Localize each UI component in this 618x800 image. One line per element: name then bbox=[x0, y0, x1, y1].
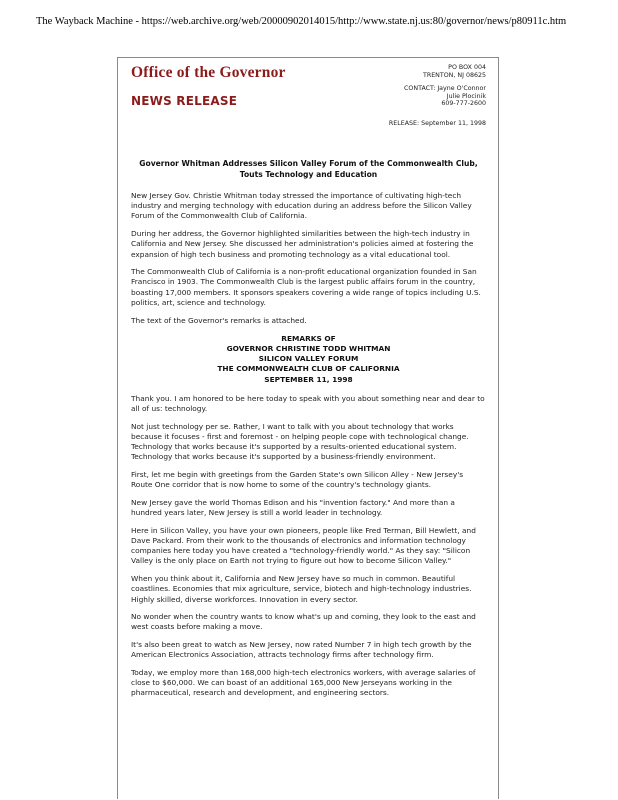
speech-paragraph: Thank you. I am honored to be here today to speak with you about something near and dear to all of us: technology. bbox=[131, 393, 485, 413]
remarks-title-line: GOVERNOR CHRISTINE TODD WHITMAN bbox=[226, 343, 391, 353]
office-title: Office of the Governor bbox=[131, 64, 286, 81]
remarks-title-line: THE COMMONWEALTH CLUB OF CALIFORNIA bbox=[217, 364, 400, 374]
remarks-title-line: SEPTEMBER 11, 1998 bbox=[264, 374, 353, 384]
print-header-url: The Wayback Machine - https://web.archive.org/web/20000902014015/http://www.state.nj.us:80/governor/news/p80911c.htm bbox=[36, 16, 567, 27]
city: TRENTON, NJ 08625 bbox=[422, 71, 486, 79]
remarks-title-line: REMARKS OF bbox=[281, 333, 336, 343]
speech-paragraph: Here in Silicon Valley, you have your own pioneers, people like Fred Terman, Bill Hewlett, and Dave Packard. From their work to the thousands of electronics and information technology companies here today you have created a "technology-friendly world." As they say: "Silicon Valley is the only place on Earth not trying to figure out how to become Silicon Valley." bbox=[131, 525, 476, 566]
contact-secondary: Julie Plocinik bbox=[446, 92, 486, 100]
intro-paragraph: The Commonwealth Club of California is a non-profit educational organization founded in San Francisco in 1903. The Commonwealth Club is the largest public affairs forum in the country, boasting 17,000 members. It sponsors speakers covering a wide range of topics including U.S. politics, art, science and technology. bbox=[131, 267, 481, 307]
speech-paragraph: First, let me begin with greetings from the Garden State's own Silicon Alley - New Jersey's Route One corridor that is now home to some of the country's technology giants. bbox=[131, 469, 464, 490]
contact-phone: 609-777-2600 bbox=[441, 100, 486, 107]
speech-paragraph: Today, we employ more than 168,000 high-tech electronics workers, with average salaries of close to $60,000. We can boast of an additional 165,000 New Jerseyans working in the pharmaceutical, research and development, and engineering sectors. bbox=[131, 668, 476, 698]
release-date: RELEASE: September 11, 1998 bbox=[388, 120, 486, 127]
mailing-address bbox=[423, 64, 486, 79]
headline: Governor Whitman Addresses Silicon Valley Forum of the Commonwealth Club, Touts Technology and Education bbox=[139, 159, 478, 179]
intro-paragraph: The text of the Governor's remarks is attached. bbox=[131, 315, 307, 325]
press-release-frame bbox=[117, 57, 499, 799]
speech-paragraph: Not just technology per se. Rather, I want to talk with you about technology that works because it focuses - first and foremost - on helping people cope with technological change. Technology that works because it's supported by a results-oriented educational system. Technology that works because it's supported by a business-friendly environment. bbox=[131, 421, 469, 462]
contact-primary: CONTACT: Jayne O'Connor bbox=[404, 85, 486, 92]
contact-block bbox=[404, 85, 486, 108]
news-release-label: NEWS RELEASE bbox=[131, 94, 238, 108]
speech-paragraph: When you think about it, California and New Jersey have so much in common. Beautiful coastlines. Economies that mix agriculture, service, biotech and high-technology industries. Highly skilled, diverse workforces. Innovation in every sector. bbox=[131, 574, 472, 604]
intro-paragraph: New Jersey Gov. Christie Whitman today stressed the importance of cultivating high-tech industry and merging technology with education during an address before the Silicon Valley Forum of the Commonwealth Club of California. bbox=[131, 191, 472, 221]
speech-paragraph: New Jersey gave the world Thomas Edison and his "invention factory." And more than a hundred years later, New Jersey is still a world leader in technology. bbox=[131, 497, 455, 518]
remarks-title bbox=[131, 334, 486, 385]
intro-paragraph: During her address, the Governor highlighted similarities between the high-tech industry in California and New Jersey. She discussed her administration's policies aimed at fostering the expansion of high tech business and promoting technology as a vital educational tool. bbox=[131, 229, 474, 259]
masthead bbox=[131, 58, 486, 145]
speech-paragraph: It's also been great to watch as New Jersey, now rated Number 7 in high tech growth by the American Electronics Association, attracts technology firms after technology firm. bbox=[131, 640, 472, 660]
remarks-title-line: SILICON VALLEY FORUM bbox=[258, 354, 359, 364]
press-release-content bbox=[131, 58, 486, 706]
po-box: PO BOX 004 bbox=[448, 64, 486, 71]
speech-paragraph: No wonder when the country wants to know what's up and coming, they look to the east and west coasts before making a move. bbox=[131, 612, 476, 632]
